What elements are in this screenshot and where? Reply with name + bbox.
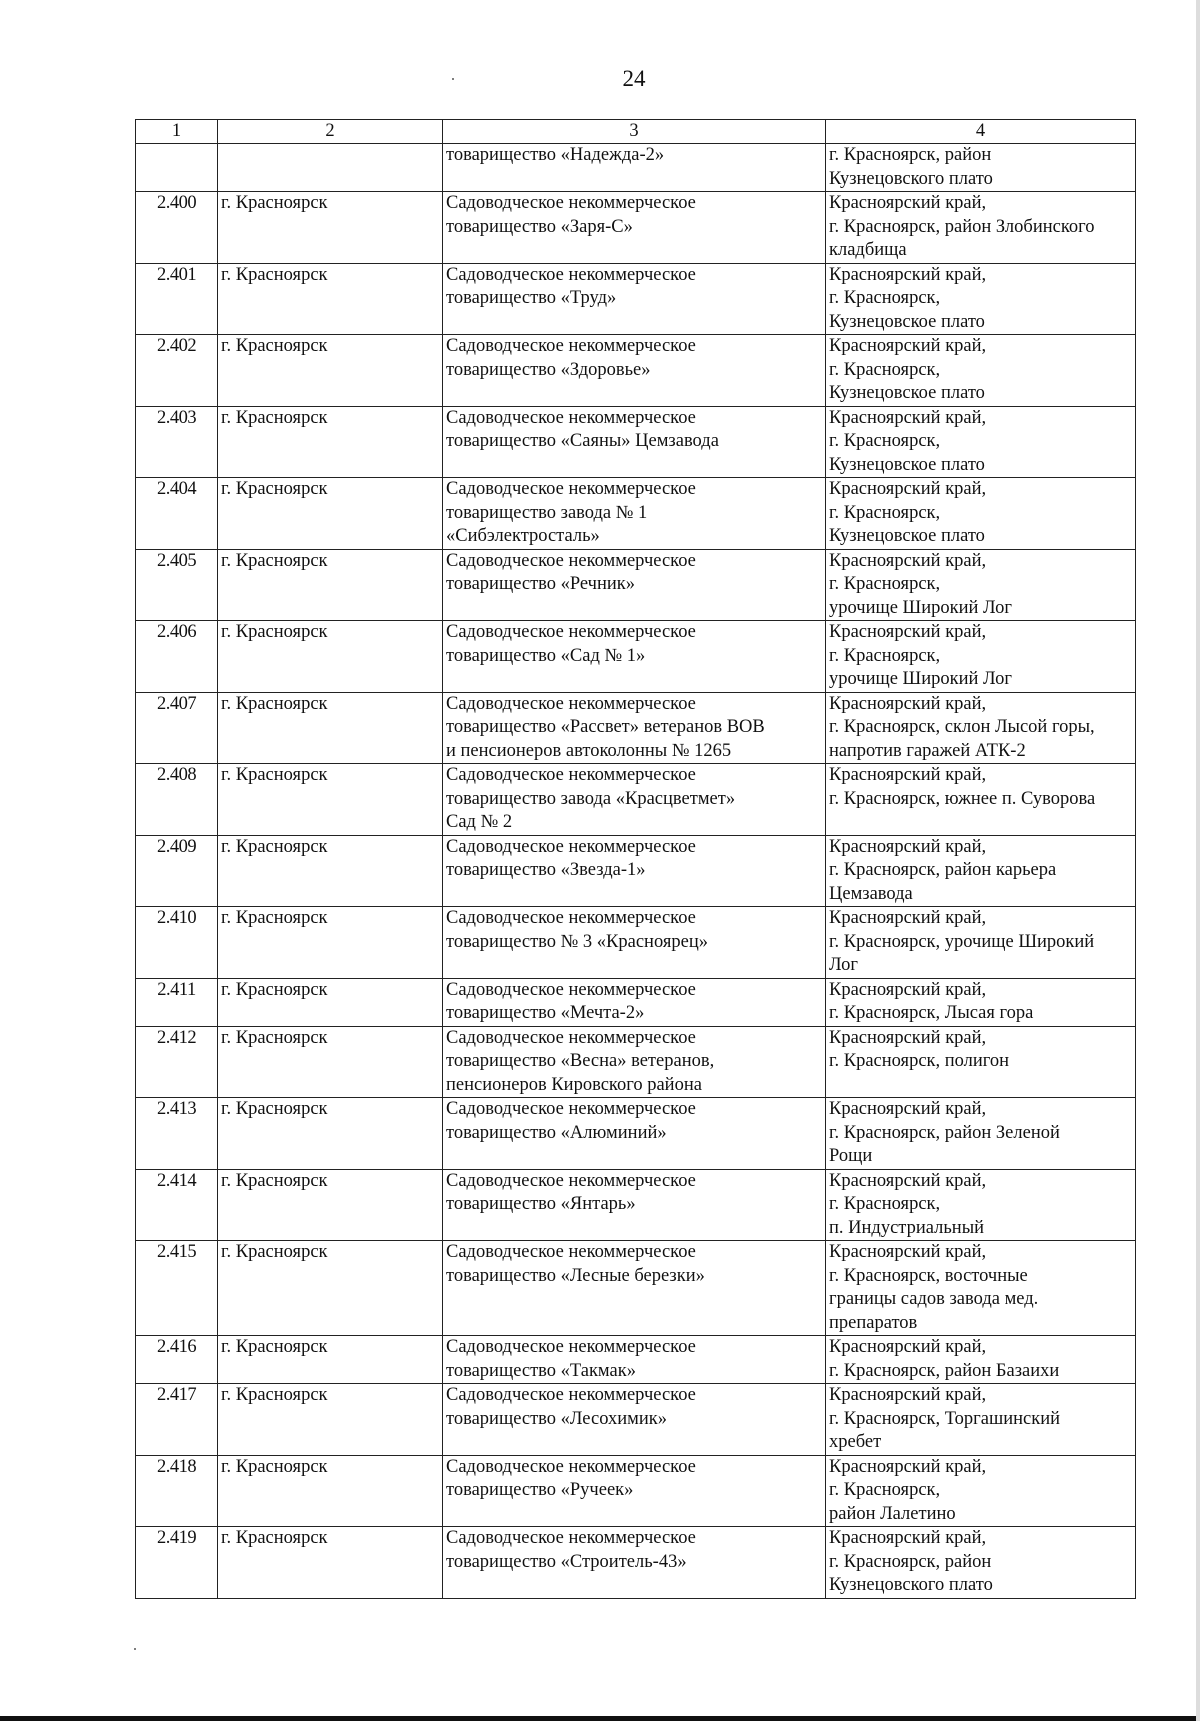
table-row [136, 1455, 1136, 1527]
location-cell: Красноярский край, г. Красноярск, склон Лысой горы, напротив гаражей АТК-2 [826, 692, 1136, 764]
location-cell: Красноярский край, г. Красноярск, район Базаихи [826, 1336, 1136, 1384]
table-row [136, 1241, 1136, 1336]
header-cell-1: 1 [136, 120, 218, 144]
table-row [136, 692, 1136, 764]
row-number: 2.410 [136, 907, 218, 979]
organization-name-cell: Садоводческое некоммерческое товарищество «Такмак» [443, 1336, 826, 1384]
city-cell: г. Красноярск [218, 406, 443, 478]
organization-name-cell: Садоводческое некоммерческое товарищество № 3 «Красноярец» [443, 907, 826, 979]
row-number: 2.400 [136, 192, 218, 264]
city-cell: г. Красноярск [218, 192, 443, 264]
location-cell: Красноярский край, г. Красноярск, урочище Широкий Лог [826, 621, 1136, 693]
table-row [136, 1527, 1136, 1599]
city-cell: г. Красноярск [218, 764, 443, 836]
row-number: 2.412 [136, 1026, 218, 1098]
row-number: 2.401 [136, 263, 218, 335]
row-number: 2.407 [136, 692, 218, 764]
location-cell: Красноярский край, г. Красноярск, южнее п. Суворова [826, 764, 1136, 836]
location-cell: Красноярский край, г. Красноярск, Лысая гора [826, 978, 1136, 1026]
city-cell [218, 144, 443, 192]
organization-name-cell: Садоводческое некоммерческое товарищество «Лесные березки» [443, 1241, 826, 1336]
location-cell: Красноярский край, г. Красноярск, п. Индустриальный [826, 1169, 1136, 1241]
row-number: 2.413 [136, 1098, 218, 1170]
scan-right-edge [1196, 0, 1200, 1721]
header-cell-2: 2 [218, 120, 443, 144]
city-cell: г. Красноярск [218, 1384, 443, 1456]
city-cell: г. Красноярск [218, 335, 443, 407]
city-cell: г. Красноярск [218, 263, 443, 335]
location-cell: Красноярский край, г. Красноярск, Кузнецовское плато [826, 263, 1136, 335]
location-cell: Красноярский край, г. Красноярск, Кузнецовское плато [826, 478, 1136, 550]
table-row [136, 263, 1136, 335]
organization-name-cell: Садоводческое некоммерческое товарищество «Лесохимик» [443, 1384, 826, 1456]
table-row [136, 621, 1136, 693]
row-number: 2.406 [136, 621, 218, 693]
city-cell: г. Красноярск [218, 1098, 443, 1170]
city-cell: г. Красноярск [218, 478, 443, 550]
organization-name-cell: Садоводческое некоммерческое товарищество «Заря-С» [443, 192, 826, 264]
scan-speck [452, 78, 454, 80]
organization-name-cell: Садоводческое некоммерческое товарищество «Сад № 1» [443, 621, 826, 693]
table-row [136, 406, 1136, 478]
city-cell: г. Красноярск [218, 907, 443, 979]
organization-name-cell: Садоводческое некоммерческое товарищество «Саяны» Цемзавода [443, 406, 826, 478]
organization-name-cell: Садоводческое некоммерческое товарищество «Речник» [443, 549, 826, 621]
location-cell: Красноярский край, г. Красноярск, Торгашинский хребет [826, 1384, 1136, 1456]
table-row [136, 335, 1136, 407]
row-number: 2.404 [136, 478, 218, 550]
organization-name-cell: Садоводческое некоммерческое товарищество «Ручеек» [443, 1455, 826, 1527]
location-cell: Красноярский край, г. Красноярск, Кузнецовское плато [826, 406, 1136, 478]
row-number: 2.418 [136, 1455, 218, 1527]
row-number: 2.419 [136, 1527, 218, 1599]
table-row [136, 1026, 1136, 1098]
header-cell-3: 3 [443, 120, 826, 144]
organization-name-cell: Садоводческое некоммерческое товарищество завода «Красцветмет» Сад № 2 [443, 764, 826, 836]
organization-name-cell: Садоводческое некоммерческое товарищество «Труд» [443, 263, 826, 335]
location-cell: Красноярский край, г. Красноярск, район Зеленой Рощи [826, 1098, 1136, 1170]
table-row [136, 549, 1136, 621]
row-number: 2.409 [136, 835, 218, 907]
table-row [136, 764, 1136, 836]
location-cell: Красноярский край, г. Красноярск, район Злобинского кладбища [826, 192, 1136, 264]
city-cell: г. Красноярск [218, 1169, 443, 1241]
row-number: 2.405 [136, 549, 218, 621]
table-row [136, 835, 1136, 907]
row-number: 2.415 [136, 1241, 218, 1336]
row-number: 2.416 [136, 1336, 218, 1384]
location-cell: Красноярский край, г. Красноярск, район Кузнецовского плато [826, 1527, 1136, 1599]
table-body [136, 144, 1136, 1599]
city-cell: г. Красноярск [218, 1336, 443, 1384]
row-number: 2.403 [136, 406, 218, 478]
location-cell: Красноярский край, г. Красноярск, полигон [826, 1026, 1136, 1098]
organization-name-cell: Садоводческое некоммерческое товарищество «Звезда-1» [443, 835, 826, 907]
table-header-row [136, 120, 1136, 144]
organization-name-cell: Садоводческое некоммерческое товарищество «Алюминий» [443, 1098, 826, 1170]
organization-name-cell: Садоводческое некоммерческое товарищество «Рассвет» ветеранов ВОВ и пенсионеров автоколонны № 1265 [443, 692, 826, 764]
location-cell: Красноярский край, г. Красноярск, район Лалетино [826, 1455, 1136, 1527]
row-number: 2.402 [136, 335, 218, 407]
table-row [136, 1169, 1136, 1241]
scan-bottom-edge [0, 1716, 1200, 1721]
organization-name-cell: Садоводческое некоммерческое товарищество «Здоровье» [443, 335, 826, 407]
row-number: 2.411 [136, 978, 218, 1026]
city-cell: г. Красноярск [218, 978, 443, 1026]
city-cell: г. Красноярск [218, 549, 443, 621]
city-cell: г. Красноярск [218, 835, 443, 907]
header-cell-4: 4 [826, 120, 1136, 144]
row-number: 2.408 [136, 764, 218, 836]
organization-name-cell: Садоводческое некоммерческое товарищество «Весна» ветеранов, пенсионеров Кировского района [443, 1026, 826, 1098]
table-row [136, 1336, 1136, 1384]
location-cell: Красноярский край, г. Красноярск, урочище Широкий Лог [826, 907, 1136, 979]
table-row [136, 1384, 1136, 1456]
organization-name-cell: Садоводческое некоммерческое товарищество завода № 1 «Сибэлектросталь» [443, 478, 826, 550]
location-cell: г. Красноярск, район Кузнецовского плато [826, 144, 1136, 192]
city-cell: г. Красноярск [218, 692, 443, 764]
organization-name-cell: Садоводческое некоммерческое товарищество «Янтарь» [443, 1169, 826, 1241]
table-row [136, 144, 1136, 192]
table-row [136, 192, 1136, 264]
city-cell: г. Красноярск [218, 1527, 443, 1599]
table-row [136, 907, 1136, 979]
row-number: 2.414 [136, 1169, 218, 1241]
organization-name-cell: Садоводческое некоммерческое товарищество «Строитель-43» [443, 1527, 826, 1599]
city-cell: г. Красноярск [218, 1026, 443, 1098]
organization-name-cell: Садоводческое некоммерческое товарищество «Мечта-2» [443, 978, 826, 1026]
table-row [136, 978, 1136, 1026]
location-cell: Красноярский край, г. Красноярск, урочище Широкий Лог [826, 549, 1136, 621]
row-number: 2.417 [136, 1384, 218, 1456]
row-number [136, 144, 218, 192]
city-cell: г. Красноярск [218, 621, 443, 693]
location-cell: Красноярский край, г. Красноярск, Кузнецовское плато [826, 335, 1136, 407]
city-cell: г. Красноярск [218, 1241, 443, 1336]
location-cell: Красноярский край, г. Красноярск, восточные границы садов завода мед. препаратов [826, 1241, 1136, 1336]
table-row [136, 478, 1136, 550]
page-number: 24 [622, 66, 646, 91]
document-table [135, 119, 1136, 1599]
organization-name-cell: товарищество «Надежда-2» [443, 144, 826, 192]
location-cell: Красноярский край, г. Красноярск, район карьера Цемзавода [826, 835, 1136, 907]
city-cell: г. Красноярск [218, 1455, 443, 1527]
scan-speck [134, 1648, 136, 1650]
table-row [136, 1098, 1136, 1170]
